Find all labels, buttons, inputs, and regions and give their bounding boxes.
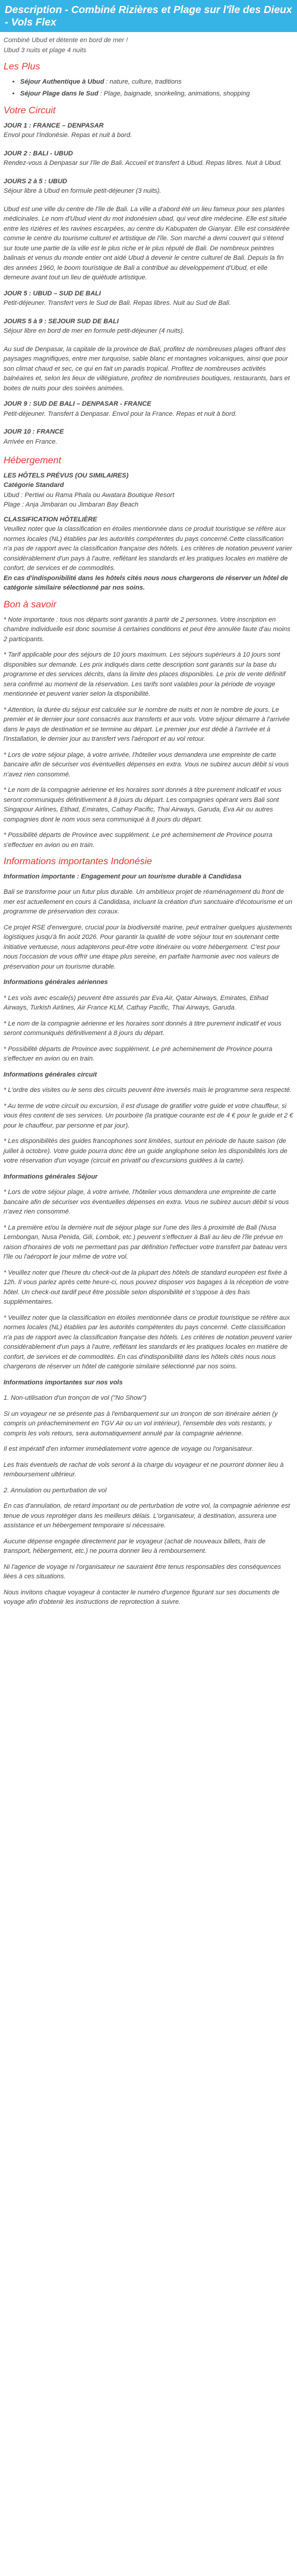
day-title: JOUR 1 : FRANCE – DENPASAR bbox=[4, 122, 104, 129]
section-heading: Les Plus bbox=[4, 62, 40, 72]
section-infos bbox=[4, 856, 293, 1607]
info-paragraph: 1. Non-utilisation d'un tronçon de vol ("No Show") bbox=[4, 1394, 147, 1402]
section-bon-a-savoir bbox=[4, 599, 293, 850]
info-paragraph: Nous invitons chaque voyageur à contacter le numéro d'urgence figurant sur ses documents de voyage afin d'obtenir les instructions de reprotection à suivre. bbox=[4, 1588, 280, 1606]
item-text: : nature, culture, traditions bbox=[104, 78, 182, 85]
info-paragraph: Si un voyageur ne se présente pas à l'embarquement sur un tronçon de son itinéraire aérien (y compris un préacheminement en TGV Air ou un vol intérieur), l'ensemble des vols restants, y compris les vols retours, sera automatiquement annulé par la compagnie aérienne. bbox=[4, 1410, 278, 1437]
day-title: JOUR 2 : BALI - UBUD bbox=[4, 149, 73, 157]
section-heading: Hébergement bbox=[4, 456, 61, 466]
info-paragraph: * Au terme de votre circuit ou excursion, il est d'usage de gratifier votre guide et votre chauffeur, si vous êtes content de ses services. Un pourboire (la pratique courante est de 4 € pour le guide et 2 € pour le chauffeur, par personne et par jour). bbox=[4, 1102, 293, 1129]
intro-line: Combiné Ubud et détente en bord de mer ! bbox=[4, 37, 128, 44]
info-subheading: Informations importantes sur nos vols bbox=[4, 1378, 123, 1386]
intro-line: Ubud 3 nuits et plage 4 nuits bbox=[4, 46, 87, 54]
item-text: : Plage, baignade, snorkeling, animations, shopping bbox=[98, 90, 250, 98]
info-paragraph: Il est impératif d'en informer immédiatement votre agence de voyage ou l'organisateur. bbox=[4, 1445, 254, 1453]
list-item bbox=[20, 77, 293, 87]
info-paragraph: * Possibilité départs de Province avec supplément. Le pré acheminement de Province pourra s'effectuer en avion ou en train. bbox=[4, 1045, 273, 1063]
info-subheading: Informations générales Séjour bbox=[4, 1173, 98, 1180]
day-desc: Séjour libre à Ubud en formule petit-déjeuner (3 nuits). bbox=[4, 187, 162, 195]
classification-title: CLASSIFICATION HÔTELIÈRE bbox=[4, 515, 97, 523]
note-paragraph: * Attention, la durée du séjour est calculée sur le nombre de nuits et non le nombre de jours. Le premier et le dernier jour sont consacrés aux transferts et aux vols. Votre séjour démarre à l'arrivée dans le pays de destination et se termine au départ. Le premier jour est dédié à l'arrivée et à l'installation, le dernier jour au transfert vers l'aéroport et au vol retour. bbox=[4, 706, 290, 743]
info-paragraph: * Lors de votre séjour plage, à votre arrivée, l'hôtelier vous demandera une empreinte de carte bancaire afin de sécuriser vos éventuelles dépenses en extra. Vous ne subirez aucun débit si vous n'avez rien consommé. bbox=[4, 1189, 289, 1216]
content bbox=[0, 32, 297, 1607]
note-paragraph: * Possibilité départs de Province avec supplément. Le pré acheminement de Province pourra s'effectuer en avion ou en train. bbox=[4, 832, 273, 849]
day-desc: Rendez-vous à Denpasar sur l'île de Bali. Accueil et transfert à Ubud. Repas libres. Nuit à Ubud. bbox=[4, 160, 282, 167]
section-heading: Bon à savoir bbox=[4, 599, 56, 610]
item-bold: Séjour Plage dans le Sud bbox=[20, 90, 99, 98]
list-item bbox=[20, 89, 293, 99]
hotel-line: Catégorie Standard bbox=[4, 482, 64, 489]
hotel-line: Ubud : Pertiwi ou Rama Phala ou Awatara Boutique Resort bbox=[4, 491, 175, 499]
info-paragraph: * Veuillez noter que l'heure du check-out de la plupart des hôtels de standard européen est fixée à 12h. Il vous parlez après cette heure-ci, nous pouvez disposer vos bagages à la réception de votre hôtel. Un check-out tardif peut être possible selon disponibilité et s'oppose à des frais supplémentaires. bbox=[4, 1269, 289, 1306]
note-paragraph: * Note importante : tous nos départs sont garantis à partir de 2 personnes. Votre inscription en chambre individuelle est donc soumise à certaines conditions et peut être annulée faute d'au moins 2 participants. bbox=[4, 616, 290, 643]
hotel-line: LES HÔTELS PRÉVUS (OU SIMILAIRES) bbox=[4, 472, 129, 479]
info-paragraph: Aucune dépense engagée directement par le voyageur (achat de nouveaux billets, frais de transport, hébergement, etc.) ne pourra donner lieu à remboursement. bbox=[4, 1537, 266, 1555]
note-paragraph: * Le nom de la compagnie aérienne et les horaires sont donnés à titre purement indicatif et vous seront communiqués définitivement à 8 jours du départ. Les compagnies opérant vers Bali sont Singapour Airlines, Etihad, Emirates, Cathay Pacific, Thai Airways, Garuda, Eva Air ou autres compagnies dont le nom vous sera communiqué à 8 jours du départ. bbox=[4, 787, 282, 823]
day-item bbox=[4, 289, 293, 308]
day-item bbox=[4, 317, 293, 336]
plus-list bbox=[4, 77, 293, 99]
info-paragraph: * La première et/ou la dernière nuit de séjour plage sur l'une des îles à proximité de Bali (Nusa Lembongan, Nusa Penida, Gili, Lombok, etc.) peuvent s'effectuer à Bali au lieu de l'île prévue en raison d'horaires de vols ne permettant pas par définition l'effectuer votre transfert par bateau vers l'île ou l'aéroport le jour même de votre vol. bbox=[4, 1224, 287, 1261]
section-heading: Votre Circuit bbox=[4, 105, 56, 116]
day-title: JOURS 5 à 9 : SEJOUR SUD DE BALI bbox=[4, 317, 119, 325]
circuit-paragraph: Ubud est une ville du centre de l'île de Bali. La ville a d'abord été un lieu fameux pour ses plantes médicinales. Le nom d'Ubud vient du mot indonésien ubad, qui veut dire médecine. Elle est située entre les rizières et les ravines escarpées, au centre du Kabupaten de Gianyar. Elle est considérée comme le centre du tourisme culturel et artistique de l'île. Son marché a demi couvert qui s'étend sur toute une partie de la ville est le plus riche et le plus réputé de Bali. De nombreux peintres balinais et venus du monde entier ont aidé Ubud à devenir le centre culturel de Bali. Depuis la fin des années 1960, le boom touristique de Bali a contribué au développement d'Ubud, et elle demeure avant tout un lieu de quiétude artistique. bbox=[4, 205, 290, 282]
circuit-paragraph: Au sud de Denpasar, la capitale de la province de Bali, profitez de nombreuses plages offrant des paysages magnifiques, entre mer turquoise, sable blanc et montagnes volcaniques, ainsi que pour son climat chaud et sec, ce qui en fait un paradis tropical. Profitez de nombreuses activités balnéaires et, selon les lieux de villégiature, profitez de nombreuses boutiques, restaurants, bars et boites de nuits pour des soirées animées. bbox=[4, 345, 290, 392]
classification-text: Veuillez noter que la classification en étoiles mentionnée dans ce produit touristique se réfère aux normes locales (NL) établies par les autorités compétentes du pays concerné.Cette classification n'a pas de rapport avec la classification française des hôtels. Les critères de notation peuvent varier considérablement d'un pays à l'autre, reflétant les standards et les pratiques locales en matière de confort, de services et de commodités. bbox=[4, 526, 292, 572]
info-paragraph: 2. Annulation ou perturbation de vol bbox=[4, 1486, 107, 1494]
section-hebergement bbox=[4, 455, 293, 593]
info-subheading: Informations générales aériennes bbox=[4, 979, 108, 986]
day-desc: Envol pour l'Indonésie. Repas et nuit à bord. bbox=[4, 132, 132, 139]
day-item bbox=[4, 399, 293, 419]
info-paragraph: En cas d'annulation, de retard important ou de perturbation de votre vol, la compagnie aérienne est tenue de vous reprotéger dans les meilleurs délais. L'organisateur, à destination, assurera une assistance et un hébergement temporaire si nécessaire. bbox=[4, 1502, 290, 1530]
info-paragraph: Bali se transforme pour un futur plus durable. Un ambitieux projet de réaménagement du front de mer est actuellement en cours à Candidasa, incluant la création d'un sanctuaire d'écotourisme et un programme de préservation des coraux. bbox=[4, 889, 293, 916]
day-title: JOUR 9 : SUD DE BALI – DENPASAR - FRANCE bbox=[4, 400, 151, 408]
note-paragraph: * Lors de votre séjour plage, à votre arrivée, l'hôtelier vous demandera une empreinte de carte bancaire afin de sécuriser vos éventuelles dépenses en extra. Vous ne subirez aucun débit si vous n'avez rien consommé. bbox=[4, 751, 289, 778]
day-title: JOUR 10 : FRANCE bbox=[4, 428, 64, 436]
section-circuit bbox=[4, 105, 293, 447]
info-paragraph: * Les vols avec escale(s) peuvent être assurés par Eva Air, Qatar Airways, Emirates, Etihad Airways, Turkish Airlines, Air France KLM, Cathay Pacific, Thai Airways, Garuda. bbox=[4, 994, 268, 1012]
info-paragraph: Les frais éventuels de rachat de vols seront à la charge du voyageur et ne pourront donner lieu à remboursement ultérieur. bbox=[4, 1461, 284, 1479]
day-title: JOUR 5 : UBUD – SUD DE BALI bbox=[4, 289, 101, 297]
item-bold: Séjour Authentique à Ubud bbox=[20, 78, 105, 85]
day-title: JOURS 2 à 5 : UBUD bbox=[4, 177, 67, 185]
section-heading: Informations importantes Indonésie bbox=[4, 856, 152, 867]
day-desc: Séjour libre en bord de mer en formule petit-déjeuner (4 nuits). bbox=[4, 327, 185, 335]
info-paragraph: * Le nom de la compagnie aérienne et les horaires sont donnés à titre purement indicatif et vous seront communiqués définitivement à 8 jours du départ. bbox=[4, 1020, 282, 1037]
section-plus bbox=[4, 61, 293, 99]
day-item bbox=[4, 121, 293, 141]
info-subheading: Informations générales circuit bbox=[4, 1071, 97, 1078]
info-paragraph: Ni l'agence de voyage ni l'organisateur ne sauraient être tenus responsables des conséquences liées à ces situations. bbox=[4, 1563, 282, 1581]
info-paragraph: * L'ordre des visites ou le sens des circuits peuvent être inversés mais le programme sera respecté. bbox=[4, 1087, 292, 1094]
page-title: Description - Combiné Rizières et Plage sur l'île des Dieux - Vols Flex bbox=[0, 0, 297, 32]
classification-bold: En cas d'indisponibilité dans les hôtels cités nous nous chargerons de réserver un hôtel de catégorie similaire sélectionné par nos soins. bbox=[4, 574, 288, 592]
hotel-line: Plage : Anja Jimbaran ou Jimbaran Bay Beach bbox=[4, 501, 139, 509]
day-item bbox=[4, 149, 293, 168]
day-desc: Petit-déjeuner. Transfert vers le Sud de Bali. Repas libres. Nuit au Sud de Bali. bbox=[4, 300, 231, 307]
info-paragraph: * Veuillez noter que la classification en étoiles mentionnée dans ce produit touristique se réfère aux normes locales (NL) établies par les autorités compétentes du pays concerné. Cette classification n'a pas de rapport avec la classification française des hôtels. Les critères de notation peuvent varier considérablement d'un pays à l'autre, reflétant les standards et les pratiques locales en matière de confort, de services et de commodités. En cas d'indisponibilité dans les hôtels cités nous nous chargerons de réserver un hôtel de catégorie similaire sélectionné par nos soins. bbox=[4, 1314, 292, 1371]
info-paragraph: * Les disponibilités des guides francophones sont limitées, surtout en période de haute saison (de juillet à octobre). Votre guide pourra donc être un guide anglophone selon les disponibilités lors de votre réservation d'un voyage (circuit en privatif ou d'excursions guidées à la carte). bbox=[4, 1138, 287, 1165]
day-item bbox=[4, 177, 293, 196]
info-paragraph: Ce projet RSE d'envergure, crucial pour la biodiversité marine, peut entraîner quelques ajustements logistiques jusqu'à fin août 2026. Pour garantir la qualité de votre séjour tout en soutenant cette initiative vertueuse, nous adapterons peut-être votre itinéraire ou votre hébergement. C'est pour nous l'occasion de vous offrir une étape plus sereine, en parfaite harmonie avec nos valeurs de préservation pour un tourisme durable. bbox=[4, 924, 292, 970]
day-desc: Petit-déjeuner. Transfert à Denpasar. Envol pour la France. Repas et nuit à bord. bbox=[4, 410, 237, 418]
day-item bbox=[4, 427, 293, 447]
intro bbox=[4, 36, 293, 55]
info-bold: Information importante : Engagement pour un tourisme durable à Candidasa bbox=[4, 873, 242, 880]
day-desc: Arrivée en France. bbox=[4, 438, 58, 445]
note-paragraph: * Tarif applicable pour des séjours de 10 jours maximum. Les séjours supérieurs à 10 jours sont disponibles sur demande. Les prix indiqués dans cette description sont garantis sur la base du programme et des services décrits, dans la limite des places disponibles. Le prix de vente définitif sera confirmé au moment de la réservation. Les tarifs sont valables pour la période de voyage mentionnée et peuvent varier selon la disponibilité. bbox=[4, 651, 286, 698]
